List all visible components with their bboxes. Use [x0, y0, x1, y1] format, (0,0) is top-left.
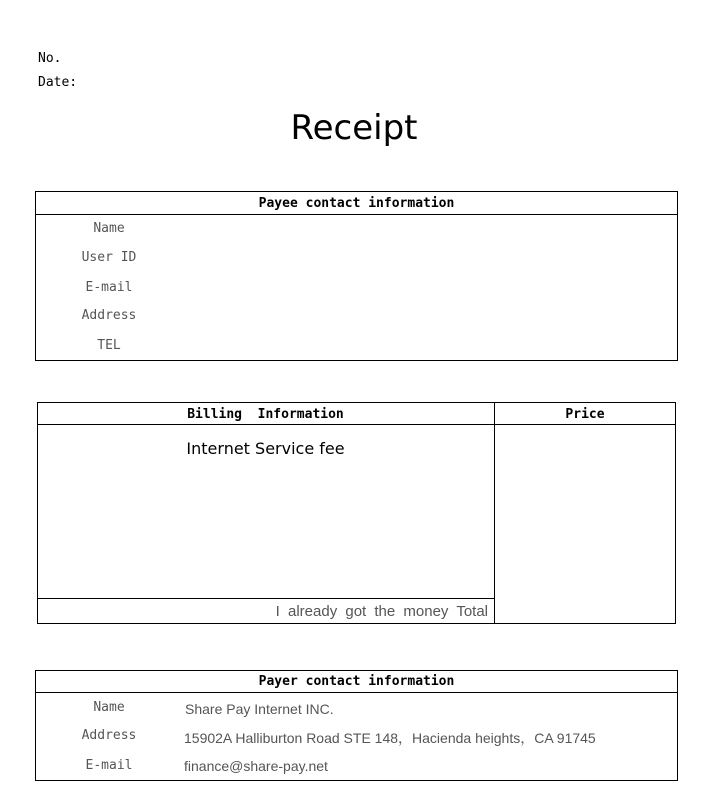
price-header: Price [565, 407, 605, 422]
divider [35, 692, 678, 693]
payee-name-label: Name [93, 221, 125, 236]
divider [494, 402, 495, 624]
payer-email-label: E-mail [85, 758, 133, 773]
divider [37, 424, 676, 425]
payer-address-value: 15902A Halliburton Road STE 148，Hacienda heights，CA 91745 [184, 730, 596, 746]
payee-address-label: Address [81, 308, 137, 323]
billing-item: Internet Service fee [186, 439, 345, 458]
payee-user-id-label: User ID [81, 250, 137, 265]
payee-header: Payee contact information [258, 196, 455, 211]
payer-header: Payer contact information [258, 674, 455, 689]
payer-email-value: finance@share-pay.net [184, 758, 328, 774]
billing-header: Billing Information [187, 407, 344, 422]
payee-contact-table [35, 191, 678, 361]
billing-total-line: I already got the money Total [275, 603, 488, 620]
divider [37, 598, 495, 599]
receipt-number-label: No. [38, 51, 62, 66]
payee-email-label: E-mail [85, 280, 133, 295]
billing-table [37, 402, 676, 624]
payee-tel-label: TEL [97, 338, 121, 353]
payer-name-value: Share Pay Internet INC. [185, 701, 334, 717]
payer-name-label: Name [93, 700, 125, 715]
divider [35, 214, 678, 215]
page-title: Receipt [290, 108, 418, 148]
receipt-date-label: Date: [38, 75, 78, 90]
payer-address-label: Address [81, 728, 137, 743]
